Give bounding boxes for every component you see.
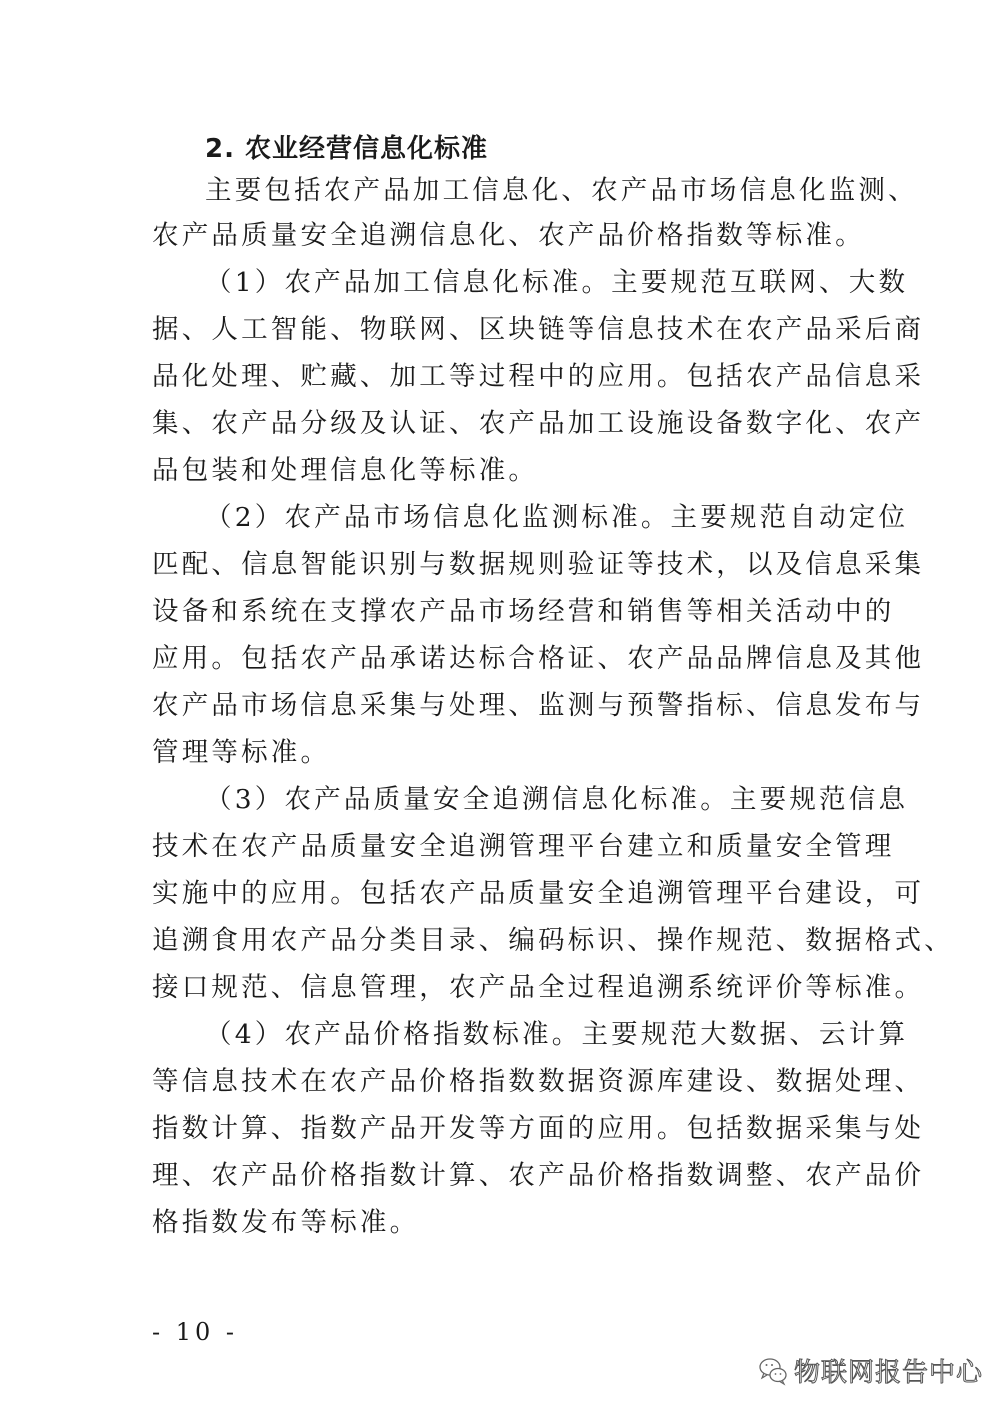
text-line: （3）农产品质量安全追溯信息化标准。主要规范信息 — [205, 784, 909, 815]
section-heading: 2. 农业经营信息化标准 — [205, 134, 489, 164]
text-line: 匹配、信息智能识别与数据规则验证等技术，以及信息采集 — [152, 549, 925, 580]
text-line: 品包装和处理信息化等标准。 — [152, 455, 539, 486]
text-line: 技术在农产品质量安全追溯管理平台建立和质量安全管理 — [152, 831, 895, 862]
text-line: 管理等标准。 — [152, 737, 331, 768]
text-line: 追溯食用农产品分类目录、编码标识、操作规范、数据格式、 — [152, 925, 954, 956]
text-line: 农产品质量安全追溯信息化、农产品价格指数等标准。 — [152, 220, 865, 251]
text-line: 集、农产品分级及认证、农产品加工设施设备数字化、农产 — [152, 408, 925, 439]
watermark-text: 物联网报告中心 — [794, 1358, 984, 1388]
text-line: 应用。包括农产品承诺达标合格证、农产品品牌信息及其他 — [152, 643, 925, 674]
text-line: 指数计算、指数产品开发等方面的应用。包括数据采集与处 — [152, 1113, 925, 1144]
text-line: 格指数发布等标准。 — [152, 1207, 420, 1238]
text-line: 主要包括农产品加工信息化、农产品市场信息化监测、 — [205, 175, 918, 206]
text-line: 等信息技术在农产品价格指数数据资源库建设、数据处理、 — [152, 1066, 925, 1097]
text-line: 理、农产品价格指数计算、农产品价格指数调整、农产品价 — [152, 1160, 925, 1191]
text-line: 品化处理、贮藏、加工等过程中的应用。包括农产品信息采 — [152, 361, 925, 392]
page-number: - 10 - — [152, 1318, 239, 1346]
wechat-icon — [758, 1355, 790, 1387]
text-line: 设备和系统在支撑农产品市场经营和销售等相关活动中的 — [152, 596, 895, 627]
text-line: 接口规范、信息管理，农产品全过程追溯系统评价等标准。 — [152, 972, 925, 1003]
text-line: （2）农产品市场信息化监测标准。主要规范自动定位 — [205, 502, 909, 533]
text-line: 农产品市场信息采集与处理、监测与预警指标、信息发布与 — [152, 690, 925, 721]
text-line: 据、人工智能、物联网、区块链等信息技术在农产品采后商 — [152, 314, 925, 345]
text-line: 实施中的应用。包括农产品质量安全追溯管理平台建设，可 — [152, 878, 925, 909]
text-line: （4）农产品价格指数标准。主要规范大数据、云计算 — [205, 1019, 909, 1050]
watermark — [758, 1352, 983, 1389]
text-line: （1）农产品加工信息化标准。主要规范互联网、大数 — [205, 267, 909, 298]
